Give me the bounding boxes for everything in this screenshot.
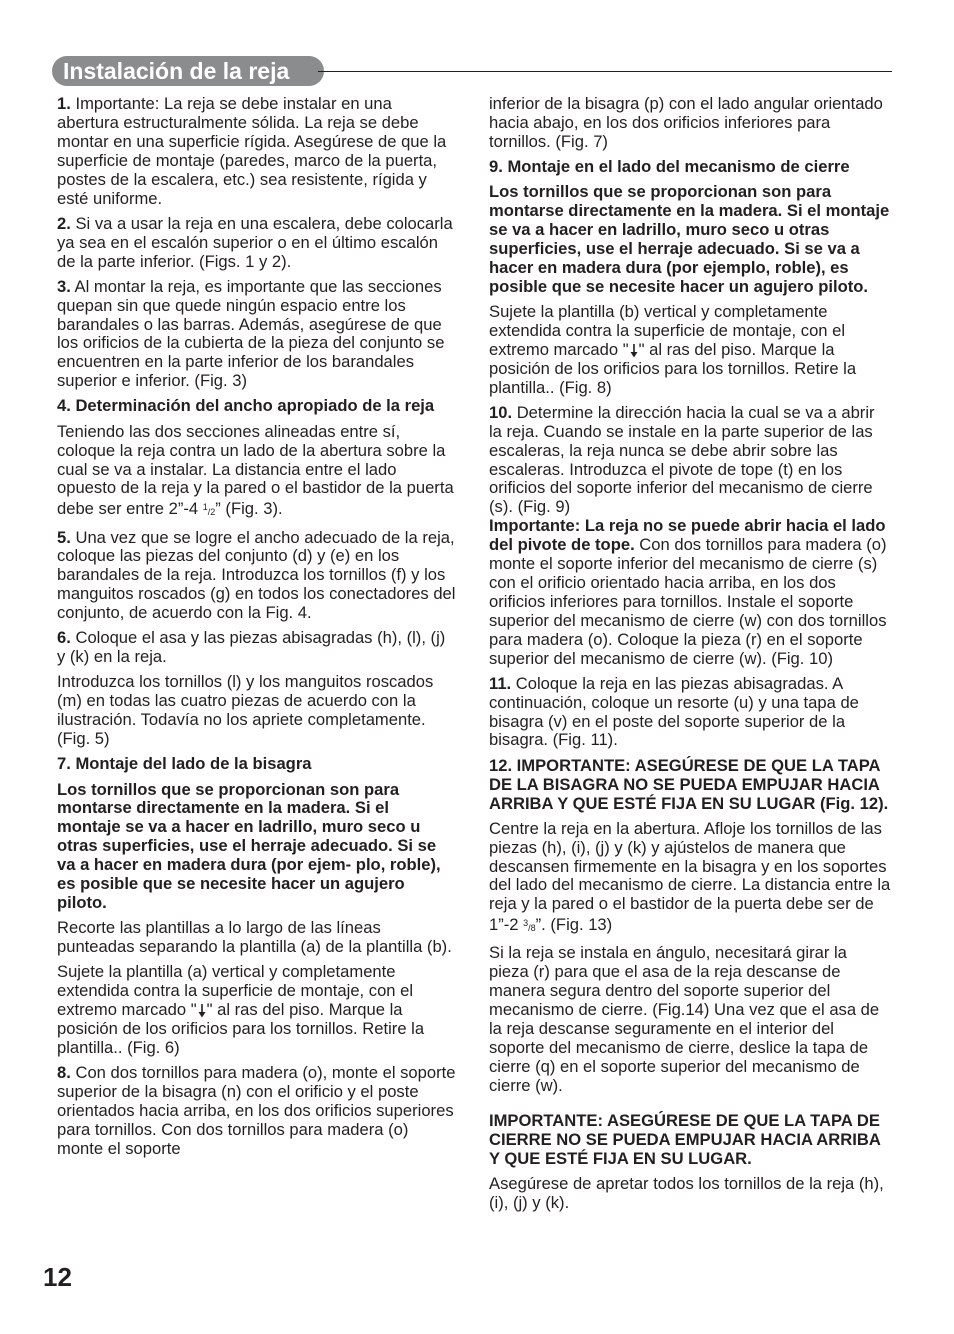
- step-text: Teniendo las dos secciones alineadas entre sí, coloque la reja contra un lado de la abertura sobre la cual se va a instalar. La distancia entre el lado opuesto de la reja y la pared o el bastidor de la puerta debe ser entre 2”-4: [57, 421, 454, 519]
- step-text: Al montar la reja, es importante que las secciones quepan sin que quede ningún espacio entre los barandales o las barras. Además, asegúrese de que los orificios de la cubierta de la pieza del conjunto se encuentren en la parte inferior de los barandales superior e inferior. (Fig. 3): [57, 276, 445, 391]
- step-7-template-text: [57, 963, 457, 1058]
- step-3: [57, 278, 457, 391]
- right-column: [489, 95, 891, 1219]
- step-11: [489, 675, 891, 751]
- warning-text: 12. IMPORTANTE: ASEGÚRESE DE QUE LA TAPA DE LA BISAGRA NO SE PUEDA EMPUJAR HACIA ARRIBA Y QUE ESTÉ FIJA EN SU LUGAR (Fig. 12).: [489, 755, 889, 813]
- fraction-denominator: /2: [207, 507, 216, 518]
- step-text: Sujete la plantilla (b) vertical y completamente extendida contra la superficie de montaje, con el extremo marcado ": [489, 301, 846, 359]
- step-12-warning: [489, 757, 891, 814]
- step-text: Una vez que se logre el ancho adecuado de la reja, coloque las piezas del conjunto (d) y (e) en los barandales de la reja. Introduzca los tornillos (f) y los manguitos roscados (g) en todos los conectadores del conjunto, de acuerdo con la Fig. 4.: [57, 527, 456, 623]
- fraction-numerator: 3: [523, 918, 529, 929]
- final-warning: [489, 1112, 891, 1169]
- step-7-text: Recorte las plantillas a lo largo de las líneas punteadas separando la plantilla (a) de la plantilla (b).: [57, 918, 452, 957]
- step-text: Sujete la plantilla (a) vertical y completamente extendida contra la superficie de montaje, con el extremo marcado ": [57, 962, 414, 1020]
- step-text: Con dos tornillos para madera (o), monte el soporte superior de la bisagra (n) con el orificio y el poste orientados hacia arriba, en los dos orificios superiores para tornillos. Con dos tornillos para madera (o) monte el soporte: [57, 1063, 456, 1158]
- step-text: Centre la reja en la abertura. Afloje los tornillos de las piezas (h), (i), (j) y (k) y ajústelos de manera que descansen firmemente en la bisagra y en los soportes del lado del mecanismo de cierre. La distancia entre la reja y la pared o el bastidor de la puerta debe ser de 1”-2: [489, 818, 891, 935]
- step-number: 2.: [57, 213, 71, 233]
- step-text: " al ras del piso. Marque la posición de los orificios para los tornillos. Retire la plantilla.. (Fig. 6): [57, 1000, 425, 1057]
- step-9-heading: [489, 158, 891, 177]
- warning-text: Los tornillos que se proporcionan son para montarse directamente en la madera. Si el montaje se va a hacer en ladrillo, muro seco u otras superficies, use el herraje adecuado. Si se va a hacer en madera dura (por ejem- plo, roble), es posible que se necesite hacer un agujero piloto.: [57, 779, 441, 913]
- step-number: 6.: [57, 628, 71, 648]
- step-9-text: [489, 303, 891, 398]
- step-heading: 9. Montaje en el lado del mecanismo de cierre: [489, 157, 850, 177]
- fraction-denominator: /8: [528, 923, 536, 934]
- step-heading: 4. Determinación del ancho apropiado de la reja: [57, 396, 435, 416]
- step-text: ” (Fig. 3).: [215, 499, 283, 519]
- left-column: [57, 95, 457, 1159]
- step-number: 10.: [489, 402, 513, 422]
- section-header: [52, 56, 892, 86]
- step-2: [57, 215, 457, 272]
- step-5: [57, 529, 457, 624]
- step-text: Determine la dirección hacia la cual se va a abrir la reja. Cuando se instale en la parte superior de las escaleras, la reja nunca se debe abrir sobre las escaleras. Introduzca el pivote de tope (t) en los orificios del soporte inferior del mecanismo de cierre (s). (Fig. 9): [489, 402, 875, 517]
- step-1: [57, 95, 457, 208]
- step-12-text: [489, 820, 891, 938]
- step-4-heading: [57, 397, 457, 416]
- step-6: [57, 629, 457, 667]
- step-8: [57, 1064, 457, 1159]
- step-9-warning: [489, 183, 891, 296]
- step-13-text: Si la reja se instala en ángulo, necesitará girar la pieza (r) para que el asa de la reja descanse de manera segura dentro del soporte superior del mecanismo de cierre. (Fig.14) Una vez que el asa de la reja descanse seguramente en el interior del soporte del mecanismo de cierre, deslice la tapa de cierre (q) en el soporte superior del mecanismo de cierre (w).: [489, 943, 880, 1095]
- step-heading: 7. Montaje del lado de la bisagra: [57, 754, 312, 774]
- step-text: Si va a usar la reja en una escalera, debe colocarla ya sea en el escalón superior o en el último escalón de la parte inferior. (Figs. 1 y 2).: [57, 213, 453, 271]
- step-text: ”. (Fig. 13): [535, 915, 613, 935]
- step-text: Coloque la reja en las piezas abisagradas. A continuación, coloque un resorte (u) y una tapa de bisagra (v) en el poste del soporte superior de la bisagra. (Fig. 11).: [489, 673, 859, 750]
- down-arrow-icon: [197, 1001, 207, 1020]
- step-10: [489, 404, 891, 669]
- step-number: 11.: [489, 673, 512, 693]
- warning-text: Los tornillos que se proporcionan son para montarse directamente en la madera. Si el montaje se va a hacer en ladrillo, muro seco u otras superficies, use el herraje adecuado. Si se va a hacer en madera dura (por ejemplo, roble), es posible que se necesite hacer un agujero piloto.: [489, 182, 890, 296]
- step-number: 8.: [57, 1063, 71, 1083]
- step-text: " al ras del piso. Marque la posición de los orificios para los tornillos. Retire la plantilla.. (Fig. 8): [489, 339, 857, 397]
- step-6-continued: Introduzca los tornillos (l) y los manguitos roscados (m) en todas las cuatro piezas de acuerdo con la ilustración. Todavía no los apriete completamente. (Fig. 5): [57, 672, 434, 749]
- important-note: Importante: La reja no se puede abrir hacia el lado del pivote de tope.: [489, 516, 886, 555]
- page-title: Instalación de la reja: [52, 56, 324, 86]
- page-number: 12: [43, 1262, 72, 1292]
- header-rule: [318, 71, 892, 72]
- step-text: Coloque el asa y las piezas abisagradas (h), (l), (j) y (k) en la reja.: [57, 628, 446, 667]
- step-8-continued: inferior de la bisagra (p) con el lado angular orientado hacia abajo, en los dos orificios inferiores para tornillos. (Fig. 7): [489, 94, 883, 151]
- step-7-warning: [57, 781, 457, 913]
- step-number: 3.: [57, 276, 71, 296]
- final-text: Asegúrese de apretar todos los tornillos de la reja (h), (i), (j) y (k).: [489, 1173, 884, 1212]
- fraction-numerator: 1: [202, 502, 208, 513]
- down-arrow-icon: [629, 341, 639, 360]
- step-number: 5.: [57, 527, 71, 547]
- step-text: Con dos tornillos para madera (o) monte el soporte inferior del mecanismo de cierre (s) con el orificio orientado hacia arriba, en los dos orificios inferiores para tornillos. Instale el soporte superior del mecanismo de cierre (w) con dos tornillos para madera (o). Coloque la pieza (r) en el soporte superior del mecanismo de cierre (w). (Fig. 10): [489, 535, 887, 668]
- step-text: Importante: La reja se debe instalar en una abertura estructuralmente sólida. La reja se debe montar en una superficie rígida. Asegúrese de que la superficie de montaje (paredes, marco de la puerta, postes de la escalera, etc.) sea resistente, rígida y esté uniforme.: [57, 94, 447, 208]
- warning-text: IMPORTANTE: ASEGÚRESE DE QUE LA TAPA DE CIERRE NO SE PUEDA EMPUJAR HACIA ARRIBA Y QUE ESTÉ FIJA EN SU LUGAR.: [489, 1110, 881, 1168]
- step-7-heading: [57, 755, 457, 774]
- step-number: 1.: [57, 94, 71, 113]
- step-4-text: [57, 423, 457, 523]
